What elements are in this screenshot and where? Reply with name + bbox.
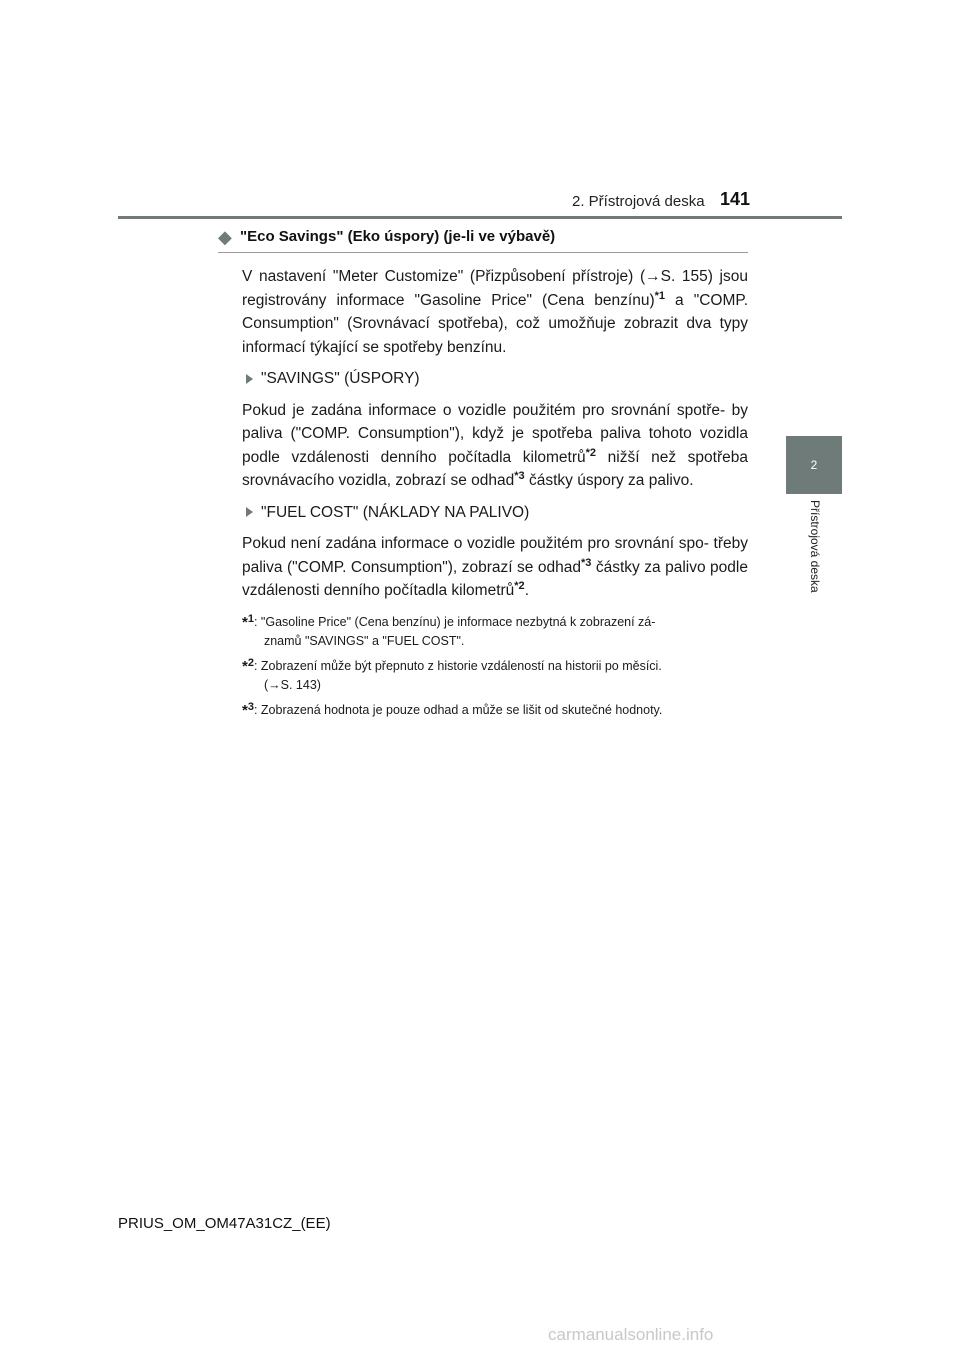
fuel-cost-text-2: částky za palivo podle vzdálenosti denního počítadla kilometrů xyxy=(242,558,748,599)
section-heading-text: "Eco Savings" (Eko úspory) (je-li ve výbavě) xyxy=(240,228,556,245)
footnote-mark: *$^3$ xyxy=(242,700,254,719)
fuel-cost-text-1: Pokud není zadána informace o vozidle použitém pro srovnání spo- třeby paliva ("COMP. Consumption"), zobrazí se odhad xyxy=(242,535,748,576)
header-chapter: 2. Přístrojová deska xyxy=(572,193,705,210)
chapter-tab-label: Přístrojová deska xyxy=(808,500,822,593)
section xyxy=(218,228,748,727)
footnote-text: : "Gasoline Price" (Cena benzínu) je informace nezbytná k zobrazení zá- znamů "SAVINGS" a "FUEL COST". xyxy=(253,614,656,648)
footnote xyxy=(242,701,748,721)
bullet-savings xyxy=(242,367,748,391)
savings-text-3: částky úspory za palivo. xyxy=(524,472,694,489)
triangle-bullet-icon xyxy=(246,507,253,517)
chapter-tab xyxy=(786,436,842,494)
footnote-text: : Zobrazení může být přepnuto z historie vzdáleností na historii po měsíci. (→S. 143) xyxy=(253,658,662,692)
footnote xyxy=(242,613,748,651)
footnotes xyxy=(242,613,748,721)
fuel-cost-paragraph xyxy=(242,532,748,603)
footnote-mark: *$^2$ xyxy=(242,656,254,675)
intro-footnote-ref-1: *1 xyxy=(654,289,666,302)
diamond-icon: ◆ xyxy=(218,226,232,247)
footer-doc-code: PRIUS_OM_OM47A31CZ_(EE) xyxy=(118,1215,331,1232)
savings-text-2: nižší než spotřeba srovnávacího vozidla, zobrazí se odhad xyxy=(242,448,748,489)
footnote xyxy=(242,657,748,695)
intro-text-2: a "COMP. Consumption" (Srovnávací spotřeba), což umožňuje zobrazit dva typy informací týkající se spotřeby benzínu. xyxy=(242,291,749,356)
triangle-bullet-icon xyxy=(246,374,253,384)
fuel-cost-text-3: . xyxy=(524,582,529,599)
section-content xyxy=(242,265,748,603)
footnote-mark: *$^1$ xyxy=(242,612,254,631)
bullet-fuel-cost-text: "FUEL COST" (NÁKLADY NA PALIVO) xyxy=(261,503,530,521)
intro-text-1: V nastavení "Meter Customize" (Přizpůsobení přístroje) (→S. 155) jsou registrovány informace "Gasoline Price" (Cena benzínu) xyxy=(242,268,748,309)
footnote-text: : Zobrazená hodnota je pouze odhad a může se lišit od skutečné hodnoty. xyxy=(253,702,663,717)
header-rule xyxy=(118,216,842,219)
chapter-tab-number: 2 xyxy=(810,458,818,472)
watermark: carmanualsonline.info xyxy=(548,1325,714,1344)
intro-paragraph xyxy=(242,265,748,359)
page-number: 141 xyxy=(720,189,751,209)
bullet-fuel-cost xyxy=(242,501,748,525)
bullet-savings-text: "SAVINGS" (ÚSPORY) xyxy=(261,370,420,387)
fuel-cost-footnote-ref-2: *2 xyxy=(514,579,525,592)
section-heading xyxy=(218,228,748,253)
savings-paragraph xyxy=(242,399,748,493)
savings-footnote-ref-3: *3 xyxy=(514,469,525,482)
savings-text-1: Pokud je zadána informace o vozidle použitém pro srovnání spotře- by paliva ("COMP. Consumption"), když je spotřeba paliva tohoto vozidla podle vzdálenosti denního počítadla kilometrů xyxy=(242,401,748,466)
savings-footnote-ref-2: *2 xyxy=(585,446,597,459)
fuel-cost-footnote-ref-3: *3 xyxy=(580,556,592,569)
